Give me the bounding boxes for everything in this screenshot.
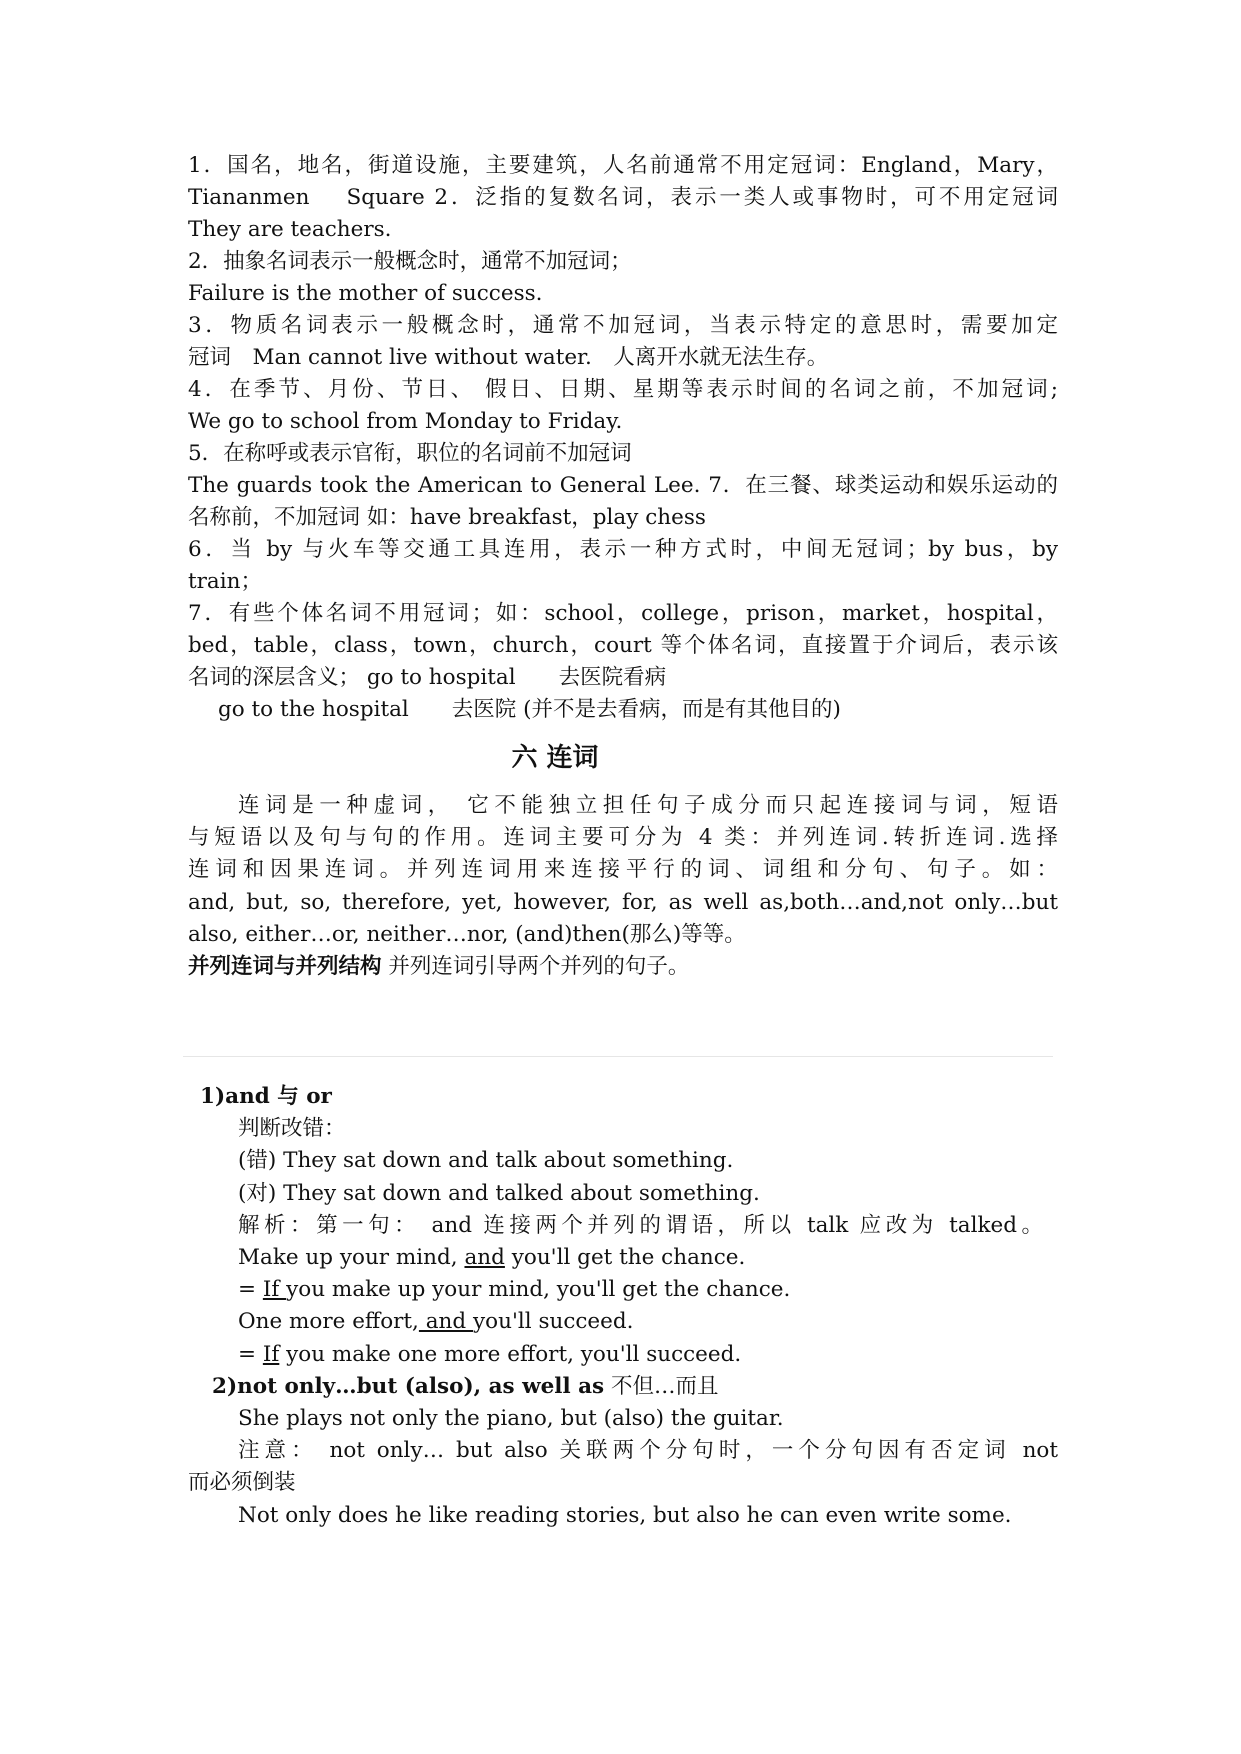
example-sentence [238, 1274, 1108, 1306]
subheading-line [188, 951, 1058, 983]
sentence-part: Make up your mind, [238, 1245, 465, 1270]
text-line: and, but, so, therefore, yet, however, for, as well as,both…and,not only…but [188, 890, 1058, 915]
underlined-conjunction: and [464, 1245, 505, 1270]
example-sentence: We go to school from Monday to Friday. [188, 409, 623, 434]
part-heading-en: 2)not only…but (also), as well as [212, 1374, 605, 1399]
example-sentence: Failure is the mother of success. [188, 281, 543, 306]
text-line: 连词是一种虚词， 它不能独立担任句子成分而只起连接词与词，短语 [238, 793, 1058, 818]
text-line: 注意： not only… but also 关联两个分句时，一个分句因有否定词 not [238, 1438, 1058, 1463]
example-sentence: They are teachers. [188, 217, 392, 242]
sentence-part: = [238, 1342, 263, 1367]
text-line: 5．在称呼或表示官衔，职位的名词前不加冠词 [188, 441, 632, 466]
page-divider [183, 1056, 1053, 1057]
sentence-part: you make one more effort, you'll succeed. [279, 1342, 742, 1367]
underlined-conjunction: and [418, 1309, 474, 1334]
text-line: 1．国名，地名，街道设施，主要建筑，人名前通常不用定冠词：England，Mary， [188, 153, 1058, 178]
subheading-description: 并列连词引导两个并列的句子。 [381, 954, 690, 979]
text-line: go to the hospital 去医院 (并不是去看病，而是有其他目的) [218, 697, 841, 722]
text-line: 判断改错： [238, 1116, 346, 1141]
example-sentence: Not only does he like reading stories, but also he can even write some. [238, 1503, 1012, 1528]
example-sentence [238, 1339, 1108, 1371]
part-heading: 1)and 与 or [200, 1084, 332, 1109]
text-line: 与短语以及句与句的作用。连词主要可分为 4 类：并列连词.转折连词.选择 [188, 825, 1058, 850]
sentence-part: you'll get the chance. [504, 1245, 746, 1270]
text-line: 2．抽象名词表示一般概念时，通常不加冠词； [188, 249, 632, 274]
text-line: bed，table，class，town，church，court 等个体名词，直接置于介词后，表示该 [188, 633, 1058, 658]
text-line: 而必须倒装 [188, 1470, 296, 1495]
example-sentence: (错) They sat down and talk about something. [238, 1148, 734, 1173]
example-sentence: (对) They sat down and talked about something. [238, 1181, 760, 1206]
text-line: 冠词 Man cannot live without water. 人离开水就无法生存。 [188, 345, 829, 370]
text-line: 3．物质名词表示一般概念时，通常不加冠词，当表示特定的意思时，需要加定 [188, 313, 1058, 338]
sentence-part: you make up your mind, you'll get the chance. [286, 1277, 791, 1302]
underlined-conjunction: If [262, 1277, 287, 1302]
example-sentence [238, 1242, 1108, 1274]
text-line: The guards took the American to General Lee. 7．在三餐、球类运动和娱乐运动的 [188, 473, 1058, 498]
text-line: 6．当 by 与火车等交通工具连用，表示一种方式时，中间无冠词；by bus，by [188, 537, 1058, 562]
text-line: train； [188, 569, 262, 594]
sentence-part: = [238, 1277, 263, 1302]
example-sentence: She plays not only the piano, but (also) the guitar. [238, 1406, 784, 1431]
text-line: 名词的深层含义； go to hospital 去医院看病 [188, 665, 667, 690]
part-heading-cn: 不但…而且 [604, 1374, 719, 1399]
text-line: 解析：第一句： and 连接两个并列的谓语，所以 talk 应改为 talked。 [238, 1213, 1043, 1238]
text-line: 名称前，不加冠词 如：have breakfast，play chess [188, 505, 706, 530]
sentence-part: you'll succeed. [473, 1309, 634, 1334]
text-line: Tiananmen Square 2．泛指的复数名词，表示一类人或事物时，可不用定冠词 [188, 185, 1058, 210]
text-line: 连词和因果连词。并列连词用来连接平行的词、词组和分句、句子。如： [188, 857, 1058, 882]
text-line: also, either…or, neither…nor, (and)then(那么)等等。 [188, 922, 746, 947]
text-line: 4．在季节、月份、节日、 假日、日期、星期等表示时间的名词之前，不加冠词; [188, 377, 1058, 402]
sentence-part: One more effort, [238, 1309, 419, 1334]
example-sentence [238, 1306, 1108, 1338]
subheading: 并列连词与并列结构 [188, 954, 382, 979]
part-heading [212, 1371, 1082, 1403]
underlined-conjunction: If [262, 1342, 280, 1367]
section-title: 六 连词 [511, 743, 599, 773]
text-line: 7．有些个体名词不用冠词；如：school，college，prison，market，hospital， [188, 601, 1058, 626]
